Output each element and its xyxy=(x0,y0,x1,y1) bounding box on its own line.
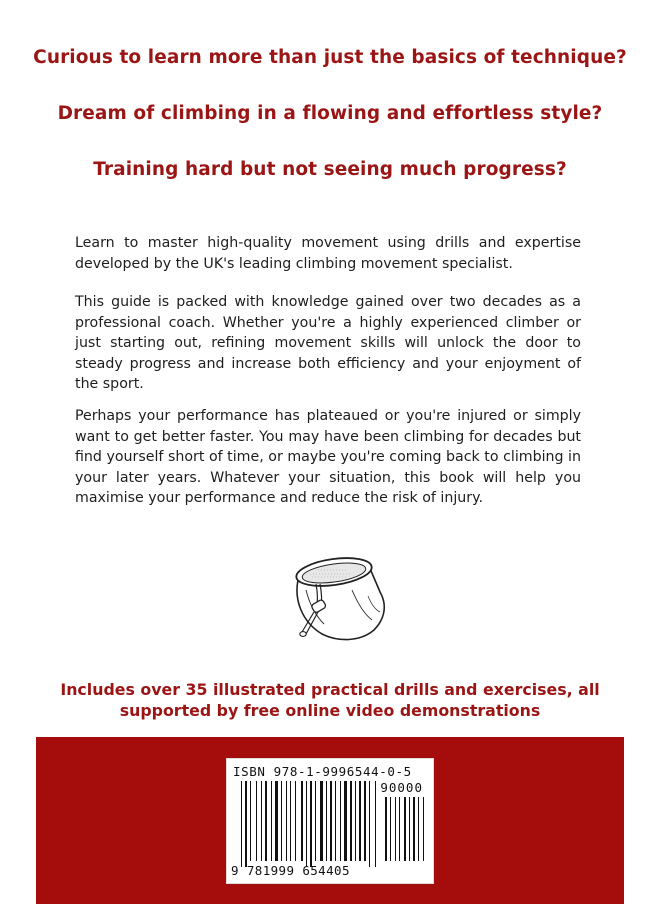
barcode-bar xyxy=(423,797,424,861)
barcode-bar xyxy=(418,797,419,861)
barcode-bar xyxy=(390,797,391,861)
barcode-bar xyxy=(335,781,336,861)
barcode-bar xyxy=(265,781,267,861)
barcode-bar xyxy=(355,781,356,861)
barcode-bar xyxy=(404,797,406,861)
barcode-bar xyxy=(395,797,396,861)
barcode-bar xyxy=(286,781,287,861)
barcode-bar xyxy=(326,781,327,861)
barcode-bar xyxy=(340,781,341,861)
barcode-bar xyxy=(364,781,366,861)
barcode-bar xyxy=(375,781,376,867)
barcode-bar xyxy=(344,781,347,861)
headline-question-2: Dream of climbing in a flowing and effortless style? xyxy=(57,103,603,124)
chalk-bag-icon xyxy=(288,550,390,650)
barcode-bar xyxy=(385,797,387,861)
barcode-bar xyxy=(306,781,307,867)
barcode-bar xyxy=(281,781,282,861)
barcode-bar xyxy=(330,781,332,861)
barcode-bar xyxy=(315,781,316,861)
barcode-bar xyxy=(399,797,400,861)
body-paragraph-2: This guide is packed with knowledge gained over two decades as a professional coach. Whether you're a highly experienced climber or just starting out, refining movement skills will unlock the door to steady progress and increase both efficiency and your enjoyment of the sport. xyxy=(75,294,581,392)
barcode-bar xyxy=(250,781,251,861)
callout-line-1: Includes over 35 illustrated practical drills and exercises, all xyxy=(60,680,600,699)
barcode-bar xyxy=(301,781,303,861)
barcode-bar xyxy=(245,781,247,867)
barcode-bar xyxy=(359,781,361,861)
barcode-bar xyxy=(350,781,352,861)
barcode-bar xyxy=(310,781,312,867)
body-paragraph-3: Perhaps your performance has plateaued or you're injured or simply want to get better faster. You may have been climbing for decades but find yourself short of time, or maybe you're coming back to climbing in your later years. Whatever your situation, this book will help you maximise your performance and reduce the risk of injury. xyxy=(75,408,581,506)
callout-drills xyxy=(50,679,610,721)
barcode-bar xyxy=(241,781,242,867)
price-addon-number: 90000 xyxy=(380,780,423,795)
barcode-bar xyxy=(271,781,272,861)
callout-line-2: supported by free online video demonstrations xyxy=(119,701,541,720)
barcode-bar xyxy=(261,781,262,861)
body-paragraph-1: Learn to master high-quality movement using drills and expertise developed by the UK's leading climbing movement specialist. xyxy=(75,235,581,272)
barcode-bar xyxy=(295,781,296,861)
isbn-label: ISBN 978-1-9996544-0-5 xyxy=(233,764,412,779)
headline-question-3: Training hard but not seeing much progress? xyxy=(93,159,567,180)
barcode-bar xyxy=(413,797,415,861)
barcode-bar xyxy=(290,781,291,861)
barcode-bar xyxy=(256,781,257,861)
headline-question-1: Curious to learn more than just the basics of technique? xyxy=(33,47,627,68)
barcode-bar xyxy=(369,781,370,867)
ean-digits: 9 781999 654405 xyxy=(231,863,350,878)
barcode-panel xyxy=(226,758,434,884)
barcode-bar xyxy=(409,797,410,861)
barcode-bar xyxy=(320,781,323,861)
barcode-bar xyxy=(275,781,278,861)
